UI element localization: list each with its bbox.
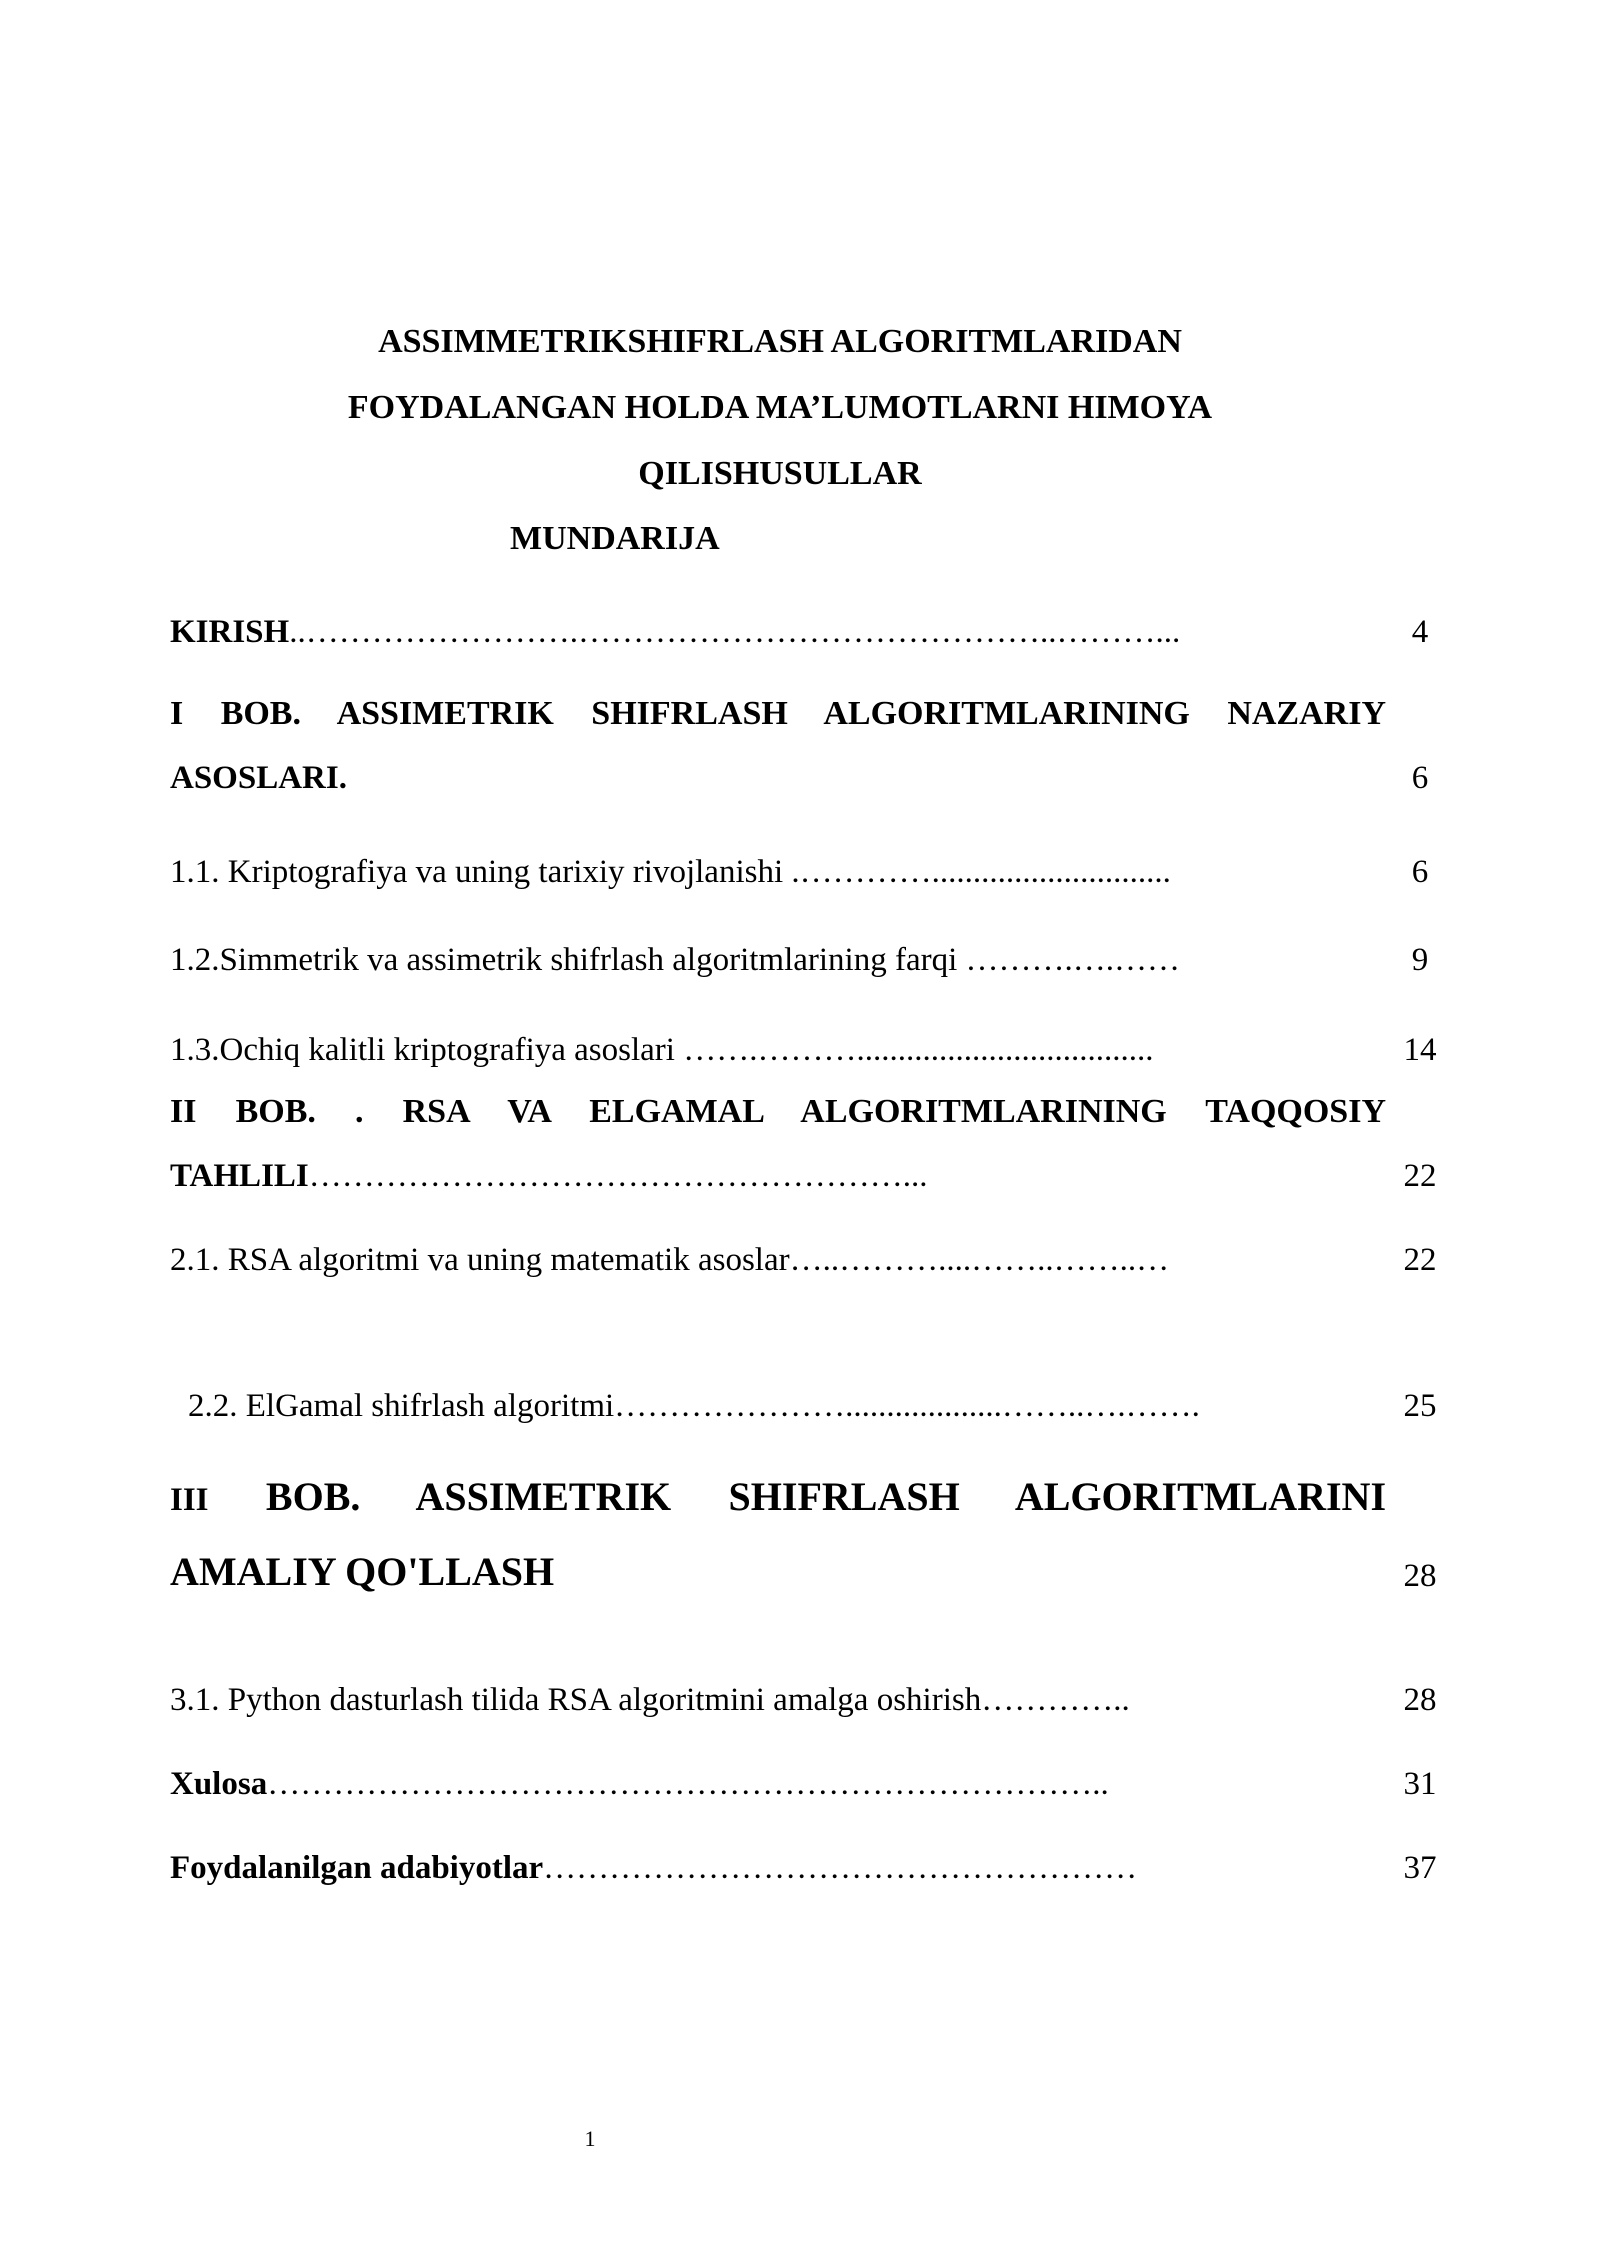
toc-page-1-2: 9	[1411, 942, 1429, 978]
toc-page-references: 37	[1403, 1850, 1437, 1886]
toc-page-xulosa: 31	[1403, 1766, 1437, 1802]
page-number: 1	[584, 2126, 596, 2151]
toc-leader-dots: …………………...................……..….…….	[614, 1388, 1200, 1424]
toc-chapter-1-line-2: ASOSLARI.	[170, 760, 347, 796]
toc-leader-dots: .………….............................	[783, 854, 1171, 890]
toc-entry-label: Foydalanilgan adabiyotlar	[170, 1850, 544, 1886]
toc-leader-dots: ..…………………….……………………………………..………...	[289, 614, 1181, 650]
document-title-line-2: FOYDALANGAN HOLDA MA’LUMOTLARNI HIMOYA	[347, 389, 1213, 426]
toc-leader-dots: …………..	[981, 1682, 1130, 1718]
toc-leader-dots: …………………………………………………………………..	[267, 1766, 1109, 1802]
toc-chapter-3-numeral: III	[170, 1482, 209, 1518]
toc-entry-label: 1.2.Simmetrik va assimetrik shifrlash algoritmlarining farqi	[170, 942, 958, 978]
toc-page-2-2: 25	[1403, 1388, 1437, 1424]
toc-entry-label: 3.1. Python dasturlash tilida RSA algoritmini amalga oshirish	[170, 1682, 982, 1718]
document-title-line-3: QILISHUSULLAR	[638, 455, 922, 492]
toc-chapter-2-line-2	[170, 1156, 928, 1196]
toc-page-1-1: 6	[1411, 854, 1429, 890]
toc-leader-dots: ………………………………………………...	[308, 1158, 928, 1194]
toc-entry-label: Xulosa	[170, 1766, 268, 1802]
toc-entry-xulosa	[170, 1764, 1109, 1804]
toc-entry-3-1	[170, 1680, 1130, 1720]
toc-entry-2-1	[170, 1240, 1169, 1280]
toc-chapter-3-line-1	[170, 1474, 1386, 1523]
toc-chapter-3-line-2: AMALIY QO'LLASH	[170, 1549, 555, 1594]
toc-entry-label: 1.1. Kriptografiya va uning tarixiy rivojlanishi	[170, 854, 784, 890]
toc-entry-2-2	[188, 1386, 1200, 1426]
toc-page-chapter-2: 22	[1403, 1158, 1437, 1194]
toc-leader-dots: …….………....................................	[674, 1032, 1154, 1068]
document-title-line-1: ASSIMMETRIKSHIFRLASH ALGORITMLARIDAN	[378, 323, 1182, 360]
toc-entry-label: 2.2. ElGamal shifrlash algoritmi	[188, 1388, 615, 1424]
toc-entry-1-2	[170, 940, 1180, 980]
toc-page-1-3: 14	[1403, 1032, 1437, 1068]
toc-entry-label: 1.3.Ochiq kalitli kriptografiya asoslari	[170, 1032, 675, 1068]
toc-heading: MUNDARIJA	[510, 520, 720, 557]
toc-page-chapter-1: 6	[1411, 760, 1429, 796]
toc-page-2-1: 22	[1403, 1242, 1437, 1278]
toc-chapter-2-line-1: II BOB. . RSA VA ELGAMAL ALGORITMLARINING TAQQOSIY	[170, 1093, 1386, 1130]
toc-entry-label: KIRISH	[170, 614, 290, 650]
toc-page-chapter-3: 28	[1403, 1558, 1437, 1594]
toc-page-kirish: 4	[1411, 614, 1429, 650]
toc-chapter-1-line-1: I BOB. ASSIMETRIK SHIFRLASH ALGORITMLARINING NAZARIY	[170, 695, 1386, 732]
toc-entry-label: 2.1. RSA algoritmi va uning matematik asoslar	[170, 1242, 790, 1278]
toc-entry-1-1	[170, 852, 1171, 892]
toc-leader-dots: ……….….……	[957, 942, 1181, 978]
toc-page-3-1: 28	[1403, 1682, 1437, 1718]
toc-leader-dots: ………………………………………………	[543, 1850, 1138, 1886]
toc-chapter-3-title-part: BOB. ASSIMETRIK SHIFRLASH ALGORITMLARINI	[265, 1474, 1387, 1519]
toc-leader-dots: …..………....……..……..…	[789, 1242, 1170, 1278]
toc-entry-references	[170, 1848, 1137, 1888]
toc-entry-1-3	[170, 1030, 1153, 1070]
toc-entry-kirish	[170, 612, 1180, 652]
toc-entry-label: TAHLILI	[170, 1158, 309, 1194]
